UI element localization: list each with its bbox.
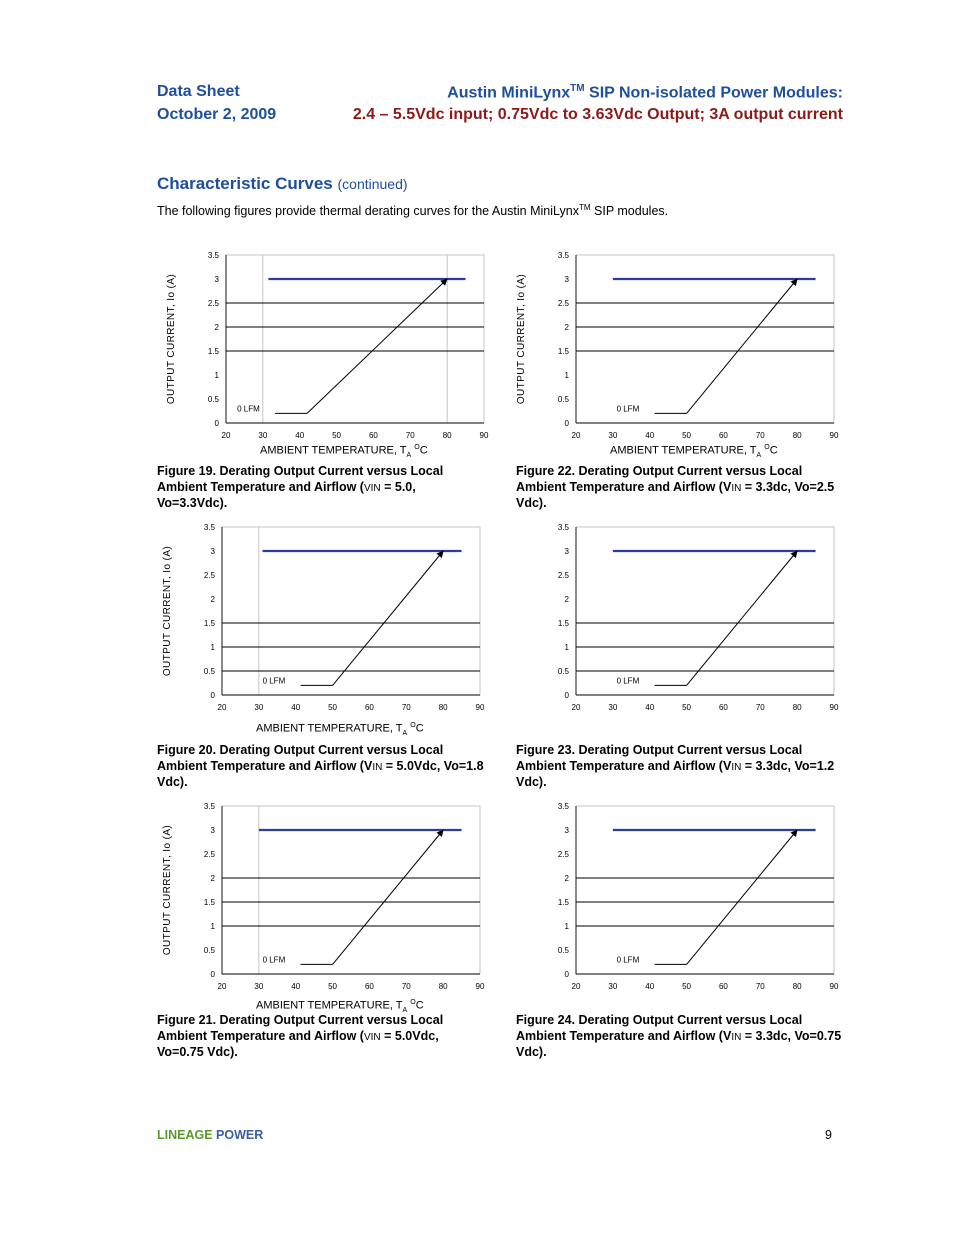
chart-fig23	[516, 515, 840, 725]
y-tick-label: 2	[210, 874, 215, 883]
x-axis-label	[260, 444, 428, 459]
y-tick-label: 2	[564, 595, 569, 604]
x-tick-label: 70	[755, 703, 765, 712]
y-tick-label: 1.5	[557, 619, 569, 628]
y-tick-label: 3	[564, 826, 569, 835]
y-tick-label: 1	[564, 643, 569, 652]
x-tick-label: 40	[645, 703, 655, 712]
x-axis-label-main: AMBIENT TEMPERATURE, T	[256, 999, 403, 1012]
x-tick-label: 20	[221, 431, 231, 440]
y-tick-label: 3	[564, 275, 569, 284]
y-tick-label: 3.5	[557, 802, 569, 811]
chart-fig20	[162, 515, 486, 725]
x-axis-label	[256, 999, 424, 1014]
x-tick-label: 90	[475, 982, 485, 991]
caption-fig23-c: = 3.3dc, Vo=1.2 Vdc).	[516, 758, 835, 789]
y-tick-label: 1.5	[207, 347, 219, 356]
y-tick-label: 3	[214, 275, 219, 284]
y-tick-label: 2.5	[207, 299, 219, 308]
annotation-label: 0 LFM	[616, 676, 640, 686]
plot-area	[222, 806, 480, 974]
product-spec: 2.4 – 5.5Vdc input; 0.75Vdc to 3.63Vdc Output; 3A output current	[352, 106, 843, 123]
x-axis-label-sub: A	[406, 451, 412, 459]
caption-fig21-c: = 5.0Vdc, Vo=0.75 Vdc).	[157, 1028, 439, 1059]
x-tick-label: 70	[755, 982, 765, 991]
x-tick-label: 20	[571, 703, 581, 712]
doc-type: Data Sheet	[157, 83, 240, 100]
x-axis-label-sup: O	[410, 999, 416, 1006]
caption-fig21	[157, 1013, 487, 1061]
y-tick-label: 0	[564, 970, 569, 979]
x-axis-label-unit: C	[415, 999, 424, 1012]
annotation-arrow	[333, 830, 444, 964]
x-tick-label: 70	[755, 431, 765, 440]
y-tick-label: 3.5	[207, 251, 219, 260]
x-axis-label-main: AMBIENT TEMPERATURE, T	[610, 444, 757, 457]
x-tick-label: 80	[792, 431, 802, 440]
x-tick-label: 30	[254, 982, 264, 991]
page-number: 9	[825, 1128, 832, 1142]
y-tick-label: 3.5	[557, 251, 569, 260]
annotation-label: 0 LFM	[616, 955, 640, 965]
y-tick-label: 0	[210, 691, 215, 700]
annotation-arrow	[687, 279, 798, 413]
y-tick-label: 1	[564, 922, 569, 931]
section-title-suffix: (continued)	[337, 176, 408, 192]
x-axis-label-main: AMBIENT TEMPERATURE, T	[260, 444, 407, 457]
annotation-label: 0 LFM	[262, 676, 286, 686]
chart-fig19	[166, 243, 490, 453]
caption-fig24-c: = 3.3dc, Vo=0.75 Vdc).	[516, 1028, 842, 1059]
product-name: Austin MiniLynx	[447, 84, 571, 102]
y-tick-label: 3.5	[203, 802, 215, 811]
x-axis-label	[256, 722, 424, 737]
x-axis-label-sub: A	[756, 451, 762, 459]
x-axis-label-sup: O	[414, 444, 420, 451]
intro-text-b: SIP modules.	[590, 204, 669, 219]
x-axis-label-sup: O	[410, 722, 416, 729]
y-tick-label: 2.5	[557, 850, 569, 859]
product-title	[447, 83, 843, 102]
x-tick-label: 90	[475, 703, 485, 712]
y-tick-label: 1	[564, 371, 569, 380]
y-tick-label: 2	[564, 323, 569, 332]
x-axis-label-unit: C	[419, 444, 428, 457]
y-tick-label: 1	[210, 643, 215, 652]
x-axis-label-unit: C	[769, 444, 778, 457]
chart-fig22	[516, 243, 840, 453]
caption-fig19-v: V	[363, 482, 371, 494]
caption-fig24-in: IN	[731, 1031, 742, 1043]
footer-brand-a: LINEAGE	[157, 1128, 213, 1142]
x-tick-label: 20	[571, 431, 581, 440]
chart-fig19-svg	[166, 243, 490, 453]
y-tick-label: 2.5	[557, 571, 569, 580]
y-tick-label: 2.5	[557, 299, 569, 308]
caption-fig21-in: IN	[370, 1031, 381, 1043]
x-tick-label: 20	[217, 703, 227, 712]
y-tick-label: 0.5	[557, 946, 569, 955]
y-tick-label: 2	[214, 323, 219, 332]
x-tick-label: 60	[368, 431, 378, 440]
chart-fig23-svg	[516, 515, 840, 725]
plot-area	[222, 527, 480, 695]
x-axis-label-sub: A	[402, 1006, 408, 1014]
y-axis-label: OUTPUT CURRENT, Io (A)	[162, 824, 173, 956]
x-tick-label: 40	[291, 703, 301, 712]
y-tick-label: 1.5	[557, 898, 569, 907]
y-tick-label: 0.5	[557, 667, 569, 676]
caption-fig22-c: = 3.3dc, Vo=2.5 Vdc).	[516, 479, 835, 510]
y-tick-label: 1.5	[557, 347, 569, 356]
caption-fig19-in: IN	[370, 482, 381, 494]
x-tick-label: 80	[438, 703, 448, 712]
plot-area	[576, 255, 834, 423]
y-tick-label: 3	[210, 826, 215, 835]
doc-date: October 2, 2009	[157, 106, 277, 123]
caption-fig20-in: IN	[372, 761, 383, 773]
plot-area	[576, 527, 834, 695]
caption-fig19-a: Figure 19. Derating Output Current versus Local Ambient Temperature and Airflow (	[157, 464, 444, 494]
caption-fig23	[516, 743, 846, 791]
caption-fig24-a: Figure 24. Derating Output Current versus Local Ambient Temperature and Airflow (V	[516, 1013, 803, 1043]
x-tick-label: 90	[829, 982, 839, 991]
y-tick-label: 3.5	[203, 523, 215, 532]
y-axis-label: OUTPUT CURRENT, Io (A)	[516, 273, 527, 405]
annotation-label: 0 LFM	[237, 404, 260, 414]
y-tick-label: 1.5	[203, 898, 215, 907]
x-tick-label: 70	[401, 982, 411, 991]
x-axis-label	[610, 444, 778, 459]
x-tick-label: 30	[608, 703, 618, 712]
chart-fig22-svg	[516, 243, 840, 453]
caption-fig20-c: = 5.0Vdc, Vo=1.8 Vdc).	[157, 758, 484, 789]
annotation-label: 0 LFM	[616, 404, 640, 414]
y-tick-label: 3	[564, 547, 569, 556]
y-tick-label: 0.5	[557, 395, 569, 404]
x-tick-label: 90	[829, 431, 839, 440]
y-tick-label: 2	[210, 595, 215, 604]
x-tick-label: 40	[645, 982, 655, 991]
section-title	[157, 174, 408, 194]
caption-fig24	[516, 1013, 846, 1061]
y-tick-label: 0	[564, 691, 569, 700]
x-tick-label: 70	[405, 431, 415, 440]
x-tick-label: 50	[682, 703, 692, 712]
plot-area	[576, 806, 834, 974]
x-axis-label-sub: A	[402, 729, 408, 737]
caption-fig22-a: Figure 22. Derating Output Current versus Local Ambient Temperature and Airflow (V	[516, 464, 803, 494]
y-tick-label: 1.5	[203, 619, 215, 628]
annotation-arrow	[687, 830, 798, 964]
y-tick-label: 0.5	[203, 946, 215, 955]
y-axis-label: OUTPUT CURRENT, Io (A)	[166, 273, 177, 405]
y-tick-label: 0.5	[203, 667, 215, 676]
chart-fig21-svg	[162, 794, 486, 1004]
chart-fig24-svg	[516, 794, 840, 1004]
intro-text-a: The following figures provide thermal derating curves for the Austin MiniLynx	[157, 204, 579, 219]
x-tick-label: 80	[438, 982, 448, 991]
y-tick-label: 1	[210, 922, 215, 931]
x-tick-label: 50	[682, 982, 692, 991]
caption-fig19-c: = 5.0, Vo=3.3Vdc).	[157, 479, 416, 510]
chart-fig21	[162, 794, 486, 1004]
x-tick-label: 50	[332, 431, 342, 440]
x-tick-label: 90	[479, 431, 489, 440]
footer-brand	[157, 1128, 263, 1142]
x-tick-label: 40	[291, 982, 301, 991]
x-axis-label-main: AMBIENT TEMPERATURE, T	[256, 722, 403, 735]
y-tick-label: 1	[214, 371, 219, 380]
y-tick-label: 3	[210, 547, 215, 556]
x-axis-label-sup: O	[764, 444, 770, 451]
y-tick-label: 0	[564, 419, 569, 428]
annotation-arrow	[333, 551, 444, 685]
x-tick-label: 50	[682, 431, 692, 440]
y-tick-label: 2.5	[203, 571, 215, 580]
trademark-sup: TM	[570, 83, 585, 94]
x-tick-label: 90	[829, 703, 839, 712]
caption-fig21-v: V	[363, 1031, 371, 1043]
section-title-text: Characteristic Curves	[157, 174, 333, 193]
x-tick-label: 80	[792, 703, 802, 712]
x-tick-label: 20	[217, 982, 227, 991]
caption-fig23-a: Figure 23. Derating Output Current versus Local Ambient Temperature and Airflow (V	[516, 743, 803, 773]
y-tick-label: 0	[214, 419, 219, 428]
x-tick-label: 40	[645, 431, 655, 440]
y-tick-label: 0.5	[207, 395, 219, 404]
chart-fig24	[516, 794, 840, 1004]
x-tick-label: 20	[571, 982, 581, 991]
caption-fig20	[157, 743, 487, 791]
x-tick-label: 50	[328, 982, 338, 991]
annotation-arrow	[687, 551, 798, 685]
intro-text	[157, 203, 668, 218]
x-tick-label: 50	[328, 703, 338, 712]
x-tick-label: 60	[364, 703, 374, 712]
x-tick-label: 60	[718, 703, 728, 712]
x-tick-label: 60	[364, 982, 374, 991]
y-tick-label: 2.5	[203, 850, 215, 859]
annotation-label: 0 LFM	[262, 955, 286, 965]
x-tick-label: 70	[401, 703, 411, 712]
caption-fig20-a: Figure 20. Derating Output Current versus Local Ambient Temperature and Airflow (V	[157, 743, 444, 773]
x-tick-label: 40	[295, 431, 305, 440]
y-tick-label: 3.5	[557, 523, 569, 532]
caption-fig23-in: IN	[731, 761, 742, 773]
y-axis-label: OUTPUT CURRENT, Io (A)	[162, 545, 173, 677]
intro-tm: TM	[578, 203, 591, 212]
y-tick-label: 0	[210, 970, 215, 979]
x-tick-label: 60	[718, 982, 728, 991]
product-desc: SIP Non-isolated Power Modules:	[584, 84, 843, 102]
caption-fig19	[157, 464, 487, 512]
x-tick-label: 30	[608, 431, 618, 440]
x-tick-label: 30	[254, 703, 264, 712]
caption-fig22-in: IN	[731, 482, 742, 494]
x-axis-label-unit: C	[415, 722, 424, 735]
x-tick-label: 30	[608, 982, 618, 991]
y-tick-label: 2	[564, 874, 569, 883]
caption-fig22	[516, 464, 846, 512]
caption-fig21-a: Figure 21. Derating Output Current versus Local Ambient Temperature and Airflow (	[157, 1013, 444, 1043]
footer-brand-b: POWER	[212, 1128, 264, 1142]
annotation-arrow	[307, 279, 447, 413]
chart-fig20-svg	[162, 515, 486, 725]
x-tick-label: 80	[792, 982, 802, 991]
x-tick-label: 80	[442, 431, 452, 440]
x-tick-label: 60	[718, 431, 728, 440]
x-tick-label: 30	[258, 431, 268, 440]
